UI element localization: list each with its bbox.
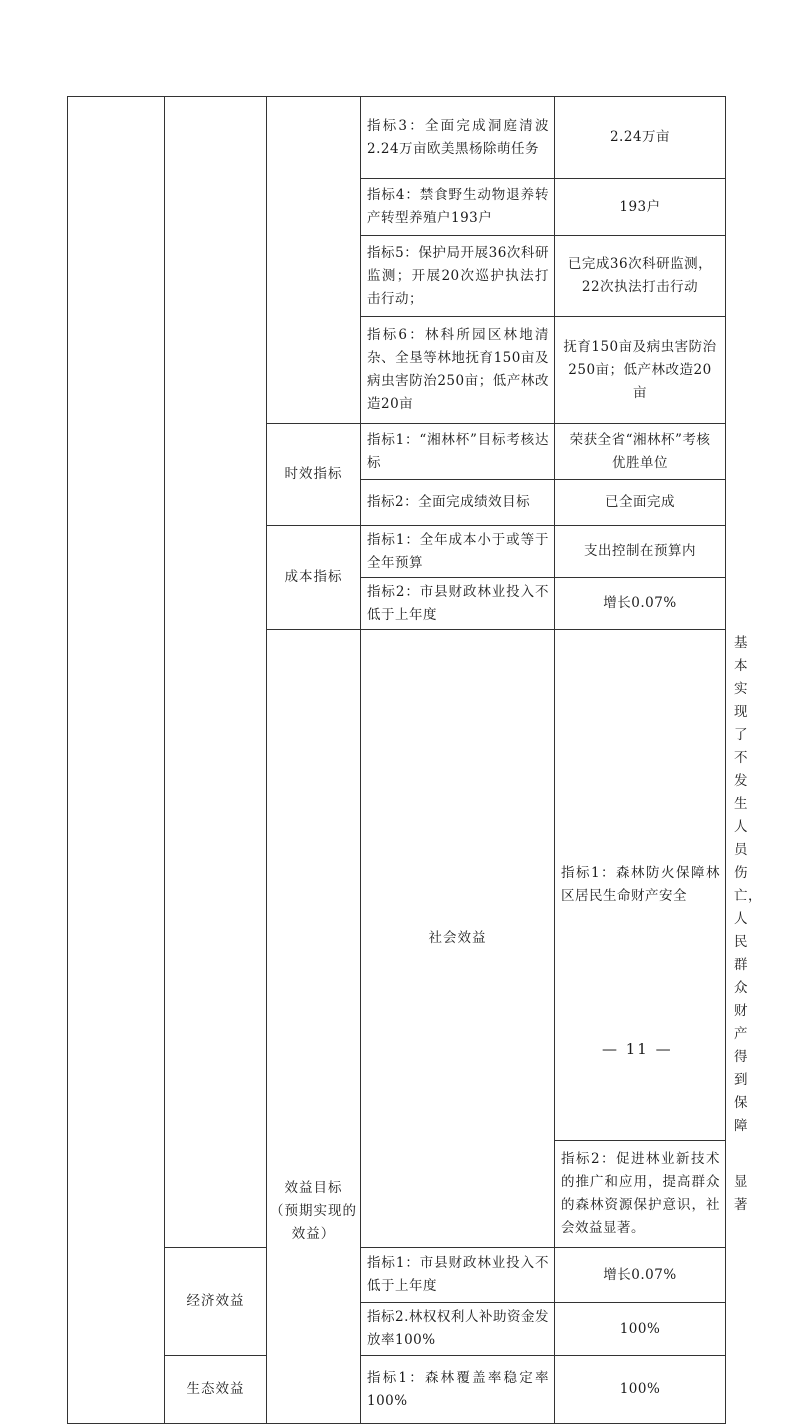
indicator-cell: 指标1：全年成本小于或等于全年预算	[361, 526, 555, 578]
result-cell: 荣获全省“湘林杯”考核优胜单位	[555, 424, 726, 480]
first-level-cell	[68, 97, 165, 1424]
result-cell: 增长0.07%	[555, 578, 726, 630]
indicator-cell: 指标2.林权权利人补助资金发放率100%	[361, 1303, 555, 1356]
indicator-cell: 指标2：全面完成绩效目标	[361, 480, 555, 526]
result-cell: 已全面完成	[555, 480, 726, 526]
performance-table	[67, 96, 762, 1424]
category-economic: 经济效益	[165, 1248, 267, 1356]
result-cell: 已完成36次科研监测，22次执法打击行动	[555, 236, 726, 317]
category-social: 社会效益	[361, 630, 555, 1248]
table-row	[68, 1356, 726, 1424]
result-cell: 193户	[555, 179, 726, 236]
page-number: — 11 —	[602, 1040, 673, 1058]
indicator-cell: 指标2：市县财政林业投入不低于上年度	[361, 578, 555, 630]
second-level-output-cell	[165, 97, 267, 1248]
category-timeliness: 时效指标	[267, 424, 361, 526]
table-row: 效益目标 （预期实现的 效益） 社会效益 指标1：森林防火保障林区居民生命财产安全 基本实现了不发生人员伤亡，人民群众财产得到保障	[68, 630, 726, 1141]
indicator-cell: 指标5：保护局开展36次科研监测；开展20次巡护执法打击行动；	[361, 236, 555, 317]
category-ecological: 生态效益	[165, 1356, 267, 1424]
benefit-goal-line-3: 效益）	[291, 1226, 336, 1242]
table-row	[68, 1248, 726, 1303]
indicator-cell: 指标1：森林防火保障林区居民生命财产安全	[555, 630, 726, 1141]
indicator-cell: 指标1：市县财政林业投入不低于上年度	[361, 1248, 555, 1303]
indicator-cell: 指标1：“湘林杯”目标考核达标	[361, 424, 555, 480]
result-cell: 支出控制在预算内	[555, 526, 726, 578]
indicator-cell: 指标1：森林覆盖率稳定率100%	[361, 1356, 555, 1424]
indicator-cell: 指标3：全面完成洞庭清波2.24万亩欧美黑杨除萌任务	[361, 97, 555, 179]
quantity-category-cell	[267, 97, 361, 424]
result-cell: 2.24万亩	[555, 97, 726, 179]
indicator-cell: 指标4：禁食野生动物退养转产转型养殖户193户	[361, 179, 555, 236]
benefit-goal-line-2: （预期实现的	[270, 1203, 357, 1219]
result-cell: 抚育150亩及病虫害防治250亩；低产林改造20亩	[555, 317, 726, 424]
result-cell: 增长0.07%	[555, 1248, 726, 1303]
indicator-cell: 指标6：林科所园区林地清杂、全垦等林地抚育150亩及病虫害防治250亩；低产林改造20亩	[361, 317, 555, 424]
category-cost: 成本指标	[267, 526, 361, 630]
benefit-goal-line-1: 效益目标	[284, 1180, 343, 1196]
benefit-goal-cell	[267, 630, 361, 1424]
table-row	[68, 97, 726, 179]
result-cell: 100%	[555, 1356, 726, 1424]
result-cell: 100%	[555, 1303, 726, 1356]
indicator-cell: 指标2：促进林业新技术的推广和应用，提高群众的森林资源保护意识，社会效益显著。	[555, 1141, 726, 1248]
table-row: 指标2：促进林业新技术的推广和应用，提高群众的森林资源保护意识，社会效益显著。 显著	[68, 1141, 726, 1248]
